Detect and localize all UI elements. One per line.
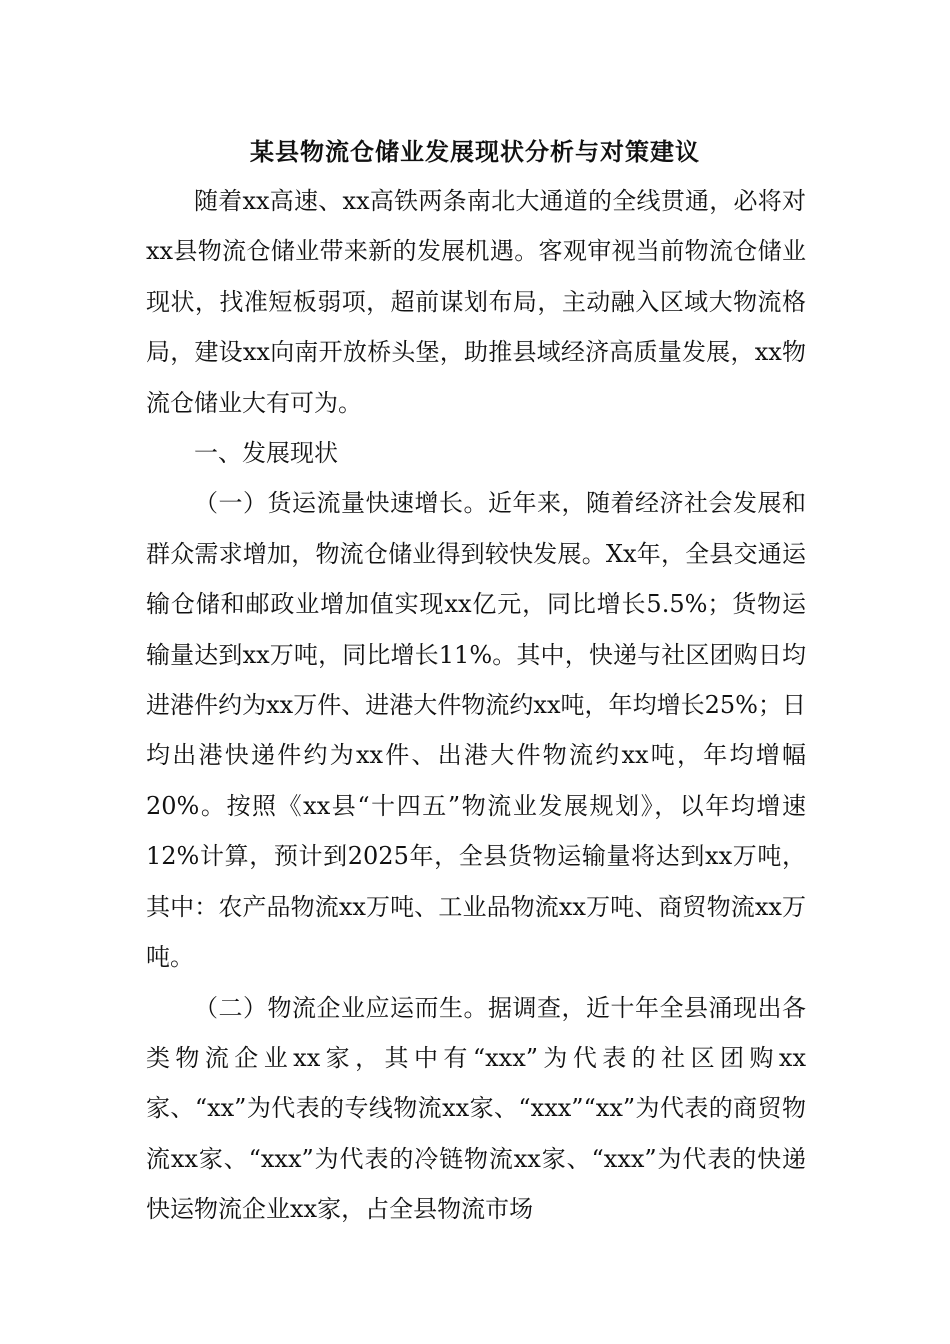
- paragraph-logistics-enterprises: （二）物流企业应运而生。据调查，近十年全县涌现出各类物流企业xx家，其中有“xxx”为代表的社区团购xx家、“xx”为代表的专线物流xx家、“xxx”“xx”为代表的商贸物流xx家、“xxx”为代表的冷链物流xx家、“xxx”为代表的快递快运物流企业xx家，占全县物流市场: [146, 993, 806, 1224]
- document-title: 某县物流仓储业发展现状分析与对策建议: [250, 137, 700, 166]
- document-body: [146, 176, 806, 1235]
- section-heading-development-status: 一、发展现状: [194, 439, 338, 468]
- paragraph-freight-growth: （一）货运流量快速增长。近年来，随着经济社会发展和群众需求增加，物流仓储业得到较快发展。Xx年，全县交通运输仓储和邮政业增加值实现xx亿元，同比增长5.5%；货物运输量达到xx万吨，同比增长11%。其中，快递与社区团购日均进港件约为xx万件、进港大件物流约xx吨，年均增长25%；日均出港快递件约为xx件、出港大件物流约xx吨，年均增幅20%。按照《xx县“十四五”物流业发展规划》，以年均增速12%计算，预计到2025年，全县货物运输量将达到xx万吨，其中：农产品物流xx万吨、工业品物流xx万吨、商贸物流xx万吨。: [146, 489, 806, 972]
- intro-paragraph: 随着xx高速、xx高铁两条南北大通道的全线贯通，必将对xx县物流仓储业带来新的发展机遇。客观审视当前物流仓储业现状，找准短板弱项，超前谋划布局，主动融入区域大物流格局，建设xx向南开放桥头堡，助推县域经济高质量发展，xx物流仓储业大有可为。: [146, 187, 806, 417]
